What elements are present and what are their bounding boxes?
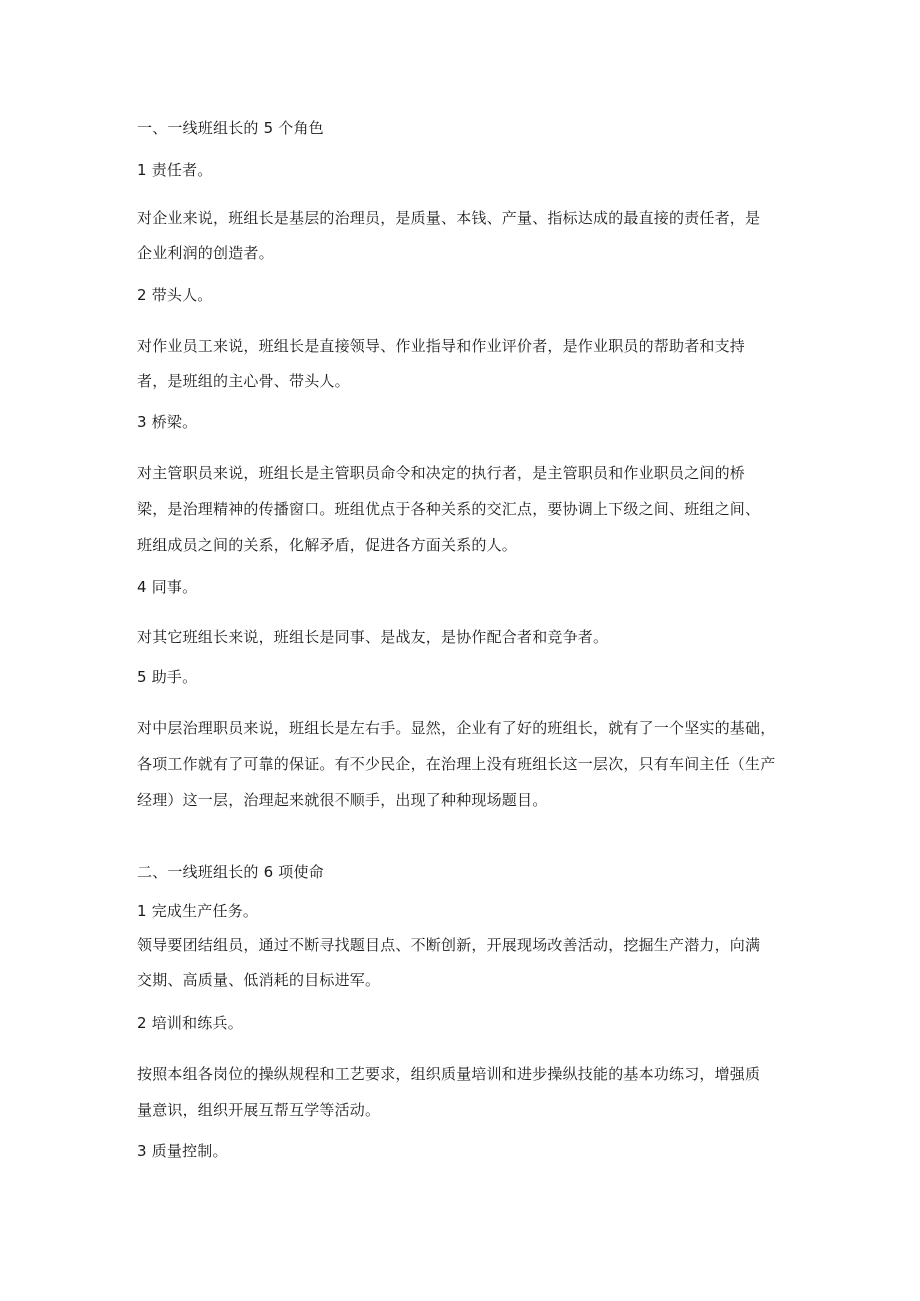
role-heading-responsible: 1 责任者。: [137, 161, 213, 179]
paragraph-line: 交期、高质量、低消耗的目标进军。: [137, 971, 381, 989]
paragraph-line: 企业利润的创造者。: [137, 244, 274, 262]
paragraph-line: 各项工作就有了可靠的保证。有不少民企，在治理上没有班组长这一层次，只有车间主任（生产: [137, 755, 776, 773]
section-heading-missions: 二、一线班组长的 6 项使命: [137, 863, 324, 881]
paragraph-line: 班组成员之间的关系，化解矛盾，促进各方面关系的人。: [137, 536, 518, 554]
role-heading-bridge: 3 桥梁。: [137, 413, 198, 431]
paragraph-line: 梁，是治理精神的传播窗口。班组优点于各种关系的交汇点，要协调上下级之间、班组之间、: [137, 500, 761, 518]
mission-heading-quality: 3 质量控制。: [137, 1142, 228, 1160]
paragraph-line: 者，是班组的主心骨、带头人。: [137, 372, 350, 390]
role-heading-assistant: 5 助手。: [137, 668, 198, 686]
paragraph-line: 领导要团结组员，通过不断寻找题目点、不断创新，开展现场改善活动，挖掘生产潜力，向满: [137, 936, 761, 954]
mission-heading-training: 2 培训和练兵。: [137, 1014, 243, 1032]
mission-heading-production: 1 完成生产任务。: [137, 902, 259, 920]
paragraph-line: 对主管职员来说，班组长是主管职员命令和决定的执行者，是主管职员和作业职员之间的桥: [137, 464, 746, 482]
paragraph-line: 量意识，组织开展互帮互学等活动。: [137, 1101, 381, 1119]
paragraph-line: 对企业来说，班组长是基层的治理员，是质量、本钱、产量、指标达成的最直接的责任者，是: [137, 209, 761, 227]
paragraph-line: 按照本组各岗位的操纵规程和工艺要求，组织质量培训和进步操纵技能的基本功练习，增强质: [137, 1065, 761, 1083]
role-heading-leader: 2 带头人。: [137, 286, 213, 304]
role-heading-colleague: 4 同事。: [137, 578, 198, 596]
paragraph-line: 对中层治理职员来说，班组长是左右手。显然，企业有了好的班组长，就有了一个坚实的基础，: [137, 719, 776, 737]
paragraph-line: 对其它班组长来说，班组长是同事、是战友，是协作配合者和竞争者。: [137, 628, 609, 646]
paragraph-line: 经理）这一层，治理起来就很不顺手，出现了种种现场题目。: [137, 791, 548, 809]
paragraph-line: 对作业员工来说，班组长是直接领导、作业指导和作业评价者，是作业职员的帮助者和支持: [137, 337, 746, 355]
section-heading-roles: 一、一线班组长的 5 个角色: [137, 119, 324, 137]
